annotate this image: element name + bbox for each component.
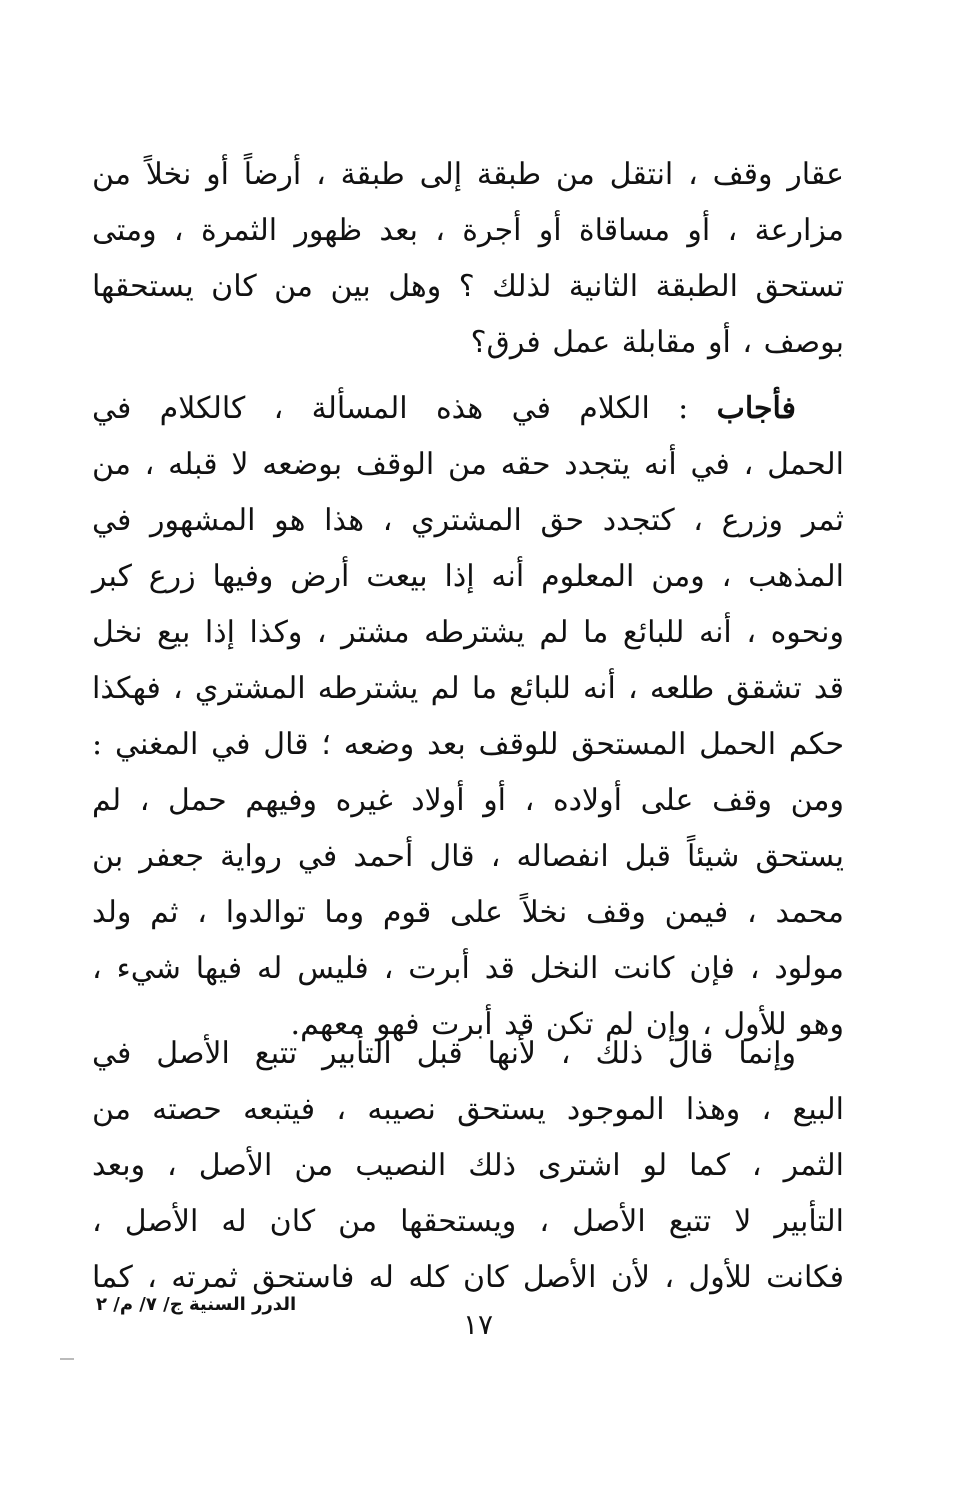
- page-number: ١٧: [462, 1308, 494, 1341]
- text-line: فكانت للأول ، لأن الأصل كان كله له فاستحق ثمرته ، كما: [92, 1260, 844, 1295]
- paragraph-question: [92, 147, 844, 371]
- text-line: بوصف ، أو مقابلة عمل فرق؟: [470, 325, 844, 360]
- paragraph-explanation: [92, 1026, 844, 1306]
- text-line: الثمر ، كما لو اشترى ذلك النصيب من الأصل ، وبعد: [92, 1148, 844, 1183]
- text-line: ثمر وزرع ، كتجدد حق المشتري ، هذا هو المشهور في: [92, 503, 844, 538]
- text-line: يستحق شيئاً قبل انفصاله ، قال أحمد في رواية جعفر بن: [92, 839, 844, 874]
- text-line: ومن وقف على أولاده ، أو أولاد غيره وفيهم حمل ، لم: [92, 783, 844, 818]
- text-line: الحمل ، في أنه يتجدد حقه من الوقف بوضعه لا قبله ، من: [92, 447, 844, 482]
- text-line: تستحق الطبقة الثانية لذلك ؟ وهل بين من كان يستحقها: [92, 269, 844, 304]
- text-line: محمد ، فيمن وقف نخلاً على قوم وما توالدوا ، ثم ولد: [92, 895, 844, 930]
- text-line-rest: : الكلام في هذه المسألة ، كالكلام في: [92, 391, 717, 426]
- text-line-first: [92, 1026, 844, 1082]
- text-line: التأبير لا تتبع الأصل ، ويستحقها من كان له الأصل ،: [92, 1204, 844, 1239]
- text-line: وهو للأول ، وإن لم تكن قد أبرت فهو معهم.: [290, 1007, 844, 1042]
- text-line: مزارعة ، أو مساقاة أو أجرة ، بعد ظهور الثمرة ، ومتى: [92, 213, 844, 248]
- answer-lead-word: فأجاب: [716, 391, 796, 426]
- text-line: قد تشقق طلعه ، أنه للبائع ما لم يشترطه المشتري ، فهكذا: [92, 671, 844, 706]
- text-line: عقار وقف ، انتقل من طبقة إلى طبقة ، أرضاً أو نخلاً من: [92, 157, 844, 192]
- text-line: ونحوه ، أنه للبائع ما لم يشترطه مشتر ، وكذا إذا بيع نخل: [92, 615, 844, 650]
- paragraph-answer: [92, 381, 844, 1053]
- text-line: المذهب ، ومن المعلوم أنه إذا بيعت أرض وفيها زرع كبر: [92, 559, 844, 594]
- text-line: حكم الحمل المستحق للوقف بعد وضعه ؛ قال في المغني :: [92, 727, 844, 762]
- text-line: البيع ، وهذا الموجود يستحق نصيبه ، فيتبعه حصته من: [92, 1092, 844, 1127]
- text-line: مولود ، فإن كانت النخل قد أبرت ، فليس له فيها شيء ،: [92, 951, 844, 986]
- scan-artifact-mark: [60, 1358, 74, 1360]
- text-line-first: [92, 381, 844, 437]
- footer-source-reference: الدرر السنية ج/ ٧/ م/ ٢: [96, 1294, 297, 1315]
- text-line-content: وإنما قال ذلك ، لأنها قبل التأبير تتبع الأصل في: [92, 1036, 796, 1071]
